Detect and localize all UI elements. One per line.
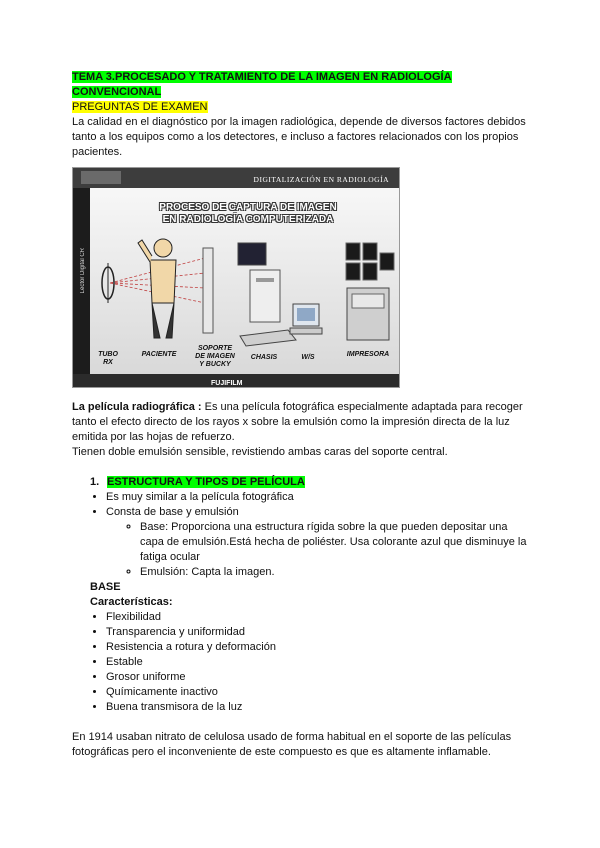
document-page xyxy=(72,70,532,760)
emulsion-note: Tienen doble emulsión sensible, revistiendo ambas caras del soporte central. xyxy=(72,446,448,458)
base-heading: BASE xyxy=(90,581,121,593)
closing-paragraph: En 1914 usaban nitrato de celulosa usado de forma habitual en el soporte de las películas fotográficas pero el inconveniente de este compuesto es que es altamente inflamable. xyxy=(72,731,512,758)
section-1-heading xyxy=(90,475,532,490)
figure-header-bar xyxy=(73,168,399,188)
label-impresora: IMPRESORA xyxy=(346,351,390,358)
list-item: • Flexibilidad xyxy=(106,610,532,625)
title-line-2: CONVENCIONAL xyxy=(72,86,162,98)
figure-body xyxy=(90,188,399,374)
list-item-text: Consta de base y emulsión xyxy=(106,506,239,518)
sub-list-item: ◦ Base: Proporciona una estructura rígida sobre la que pueden depositar una capa de emulsión.Está hecha de poliéster. Usa colorante azul que disminuye la fatiga ocular xyxy=(140,520,532,565)
pelicula-term: La película radiográfica : xyxy=(72,401,202,413)
radiology-process-figure xyxy=(72,167,400,388)
base-characteristics-list xyxy=(72,610,532,715)
image-support-icon xyxy=(203,248,213,333)
cr-reader-icon xyxy=(238,243,280,322)
intro-paragraph: La calidad en el diagnóstico por la imagen radiológica, depende de diversos factores debidos tanto a los equipos como a los detectores, e incluso a factores relacionados con los propios pacientes. xyxy=(72,116,526,158)
list-item: • Resistencia a rotura y deformación xyxy=(106,640,532,655)
label-tubo-rx: TUBO RX xyxy=(98,351,118,366)
list-item: • Buena transmisora de la luz xyxy=(106,700,532,715)
label-chasis: CHASIS xyxy=(250,354,278,361)
figure-title-line-1: PROCESO DE CAPTURA DE IMAGEN xyxy=(159,202,337,213)
list-item: • Es muy similar a la película fotográfica xyxy=(106,490,532,505)
figure-logo xyxy=(81,171,121,184)
figure-title-line-2: EN RADIOLOGÍA COMPUTERIZADA xyxy=(162,214,334,225)
label-soporte: SOPORTE DE IMAGEN Y BUCKY xyxy=(195,345,235,368)
sub-list-item: ◦ Emulsión: Capta la imagen. xyxy=(140,565,532,580)
section-1-title: ESTRUCTURA Y TIPOS DE PELÍCULA xyxy=(107,476,305,488)
printer-icon xyxy=(347,288,389,340)
figure-side-bar xyxy=(73,188,90,374)
pelicula-definition-text: Es una película fotográfica especialmente adaptada para recoger tanto el efecto directo de los rayos x sobre la emulsión como la impresión directa de la luz emitida por las hojas de refuerzo. xyxy=(72,401,523,443)
figure-header-text: DIGITALIZACIÓN EN RADIOLOGÍA xyxy=(253,175,389,184)
section-1-sublist xyxy=(106,520,532,580)
pelicula-definition xyxy=(72,400,532,445)
list-item: • Estable xyxy=(106,655,532,670)
figure-title xyxy=(148,202,348,226)
list-item: • Grosor uniforme xyxy=(106,670,532,685)
label-ws: W/S xyxy=(301,354,315,361)
figure-footer-bar xyxy=(73,374,399,387)
list-item xyxy=(106,505,532,580)
workstation-icon xyxy=(290,304,322,334)
list-item: • Químicamente inactivo xyxy=(106,685,532,700)
list-item: • Transparencia y uniformidad xyxy=(106,625,532,640)
cassette-icon xyxy=(240,330,296,346)
xray-films-icon xyxy=(346,243,394,280)
section-1-number: 1. xyxy=(90,476,100,488)
document-title xyxy=(72,70,532,100)
figure-brand: FUJIFILM xyxy=(211,380,243,387)
section-1-list xyxy=(72,490,532,580)
label-paciente: PACIENTE xyxy=(141,351,177,358)
patient-icon xyxy=(138,239,176,338)
title-line-1: TEMA 3.PROCESADO Y TRATAMIENTO DE LA IMAGEN EN RADIOLOGÍA xyxy=(72,71,452,83)
figure-side-text: Lector Digital CR xyxy=(80,248,86,294)
exam-questions-label: PREGUNTAS DE EXAMEN xyxy=(72,101,208,113)
base-characteristics-heading: Características: xyxy=(90,596,173,608)
